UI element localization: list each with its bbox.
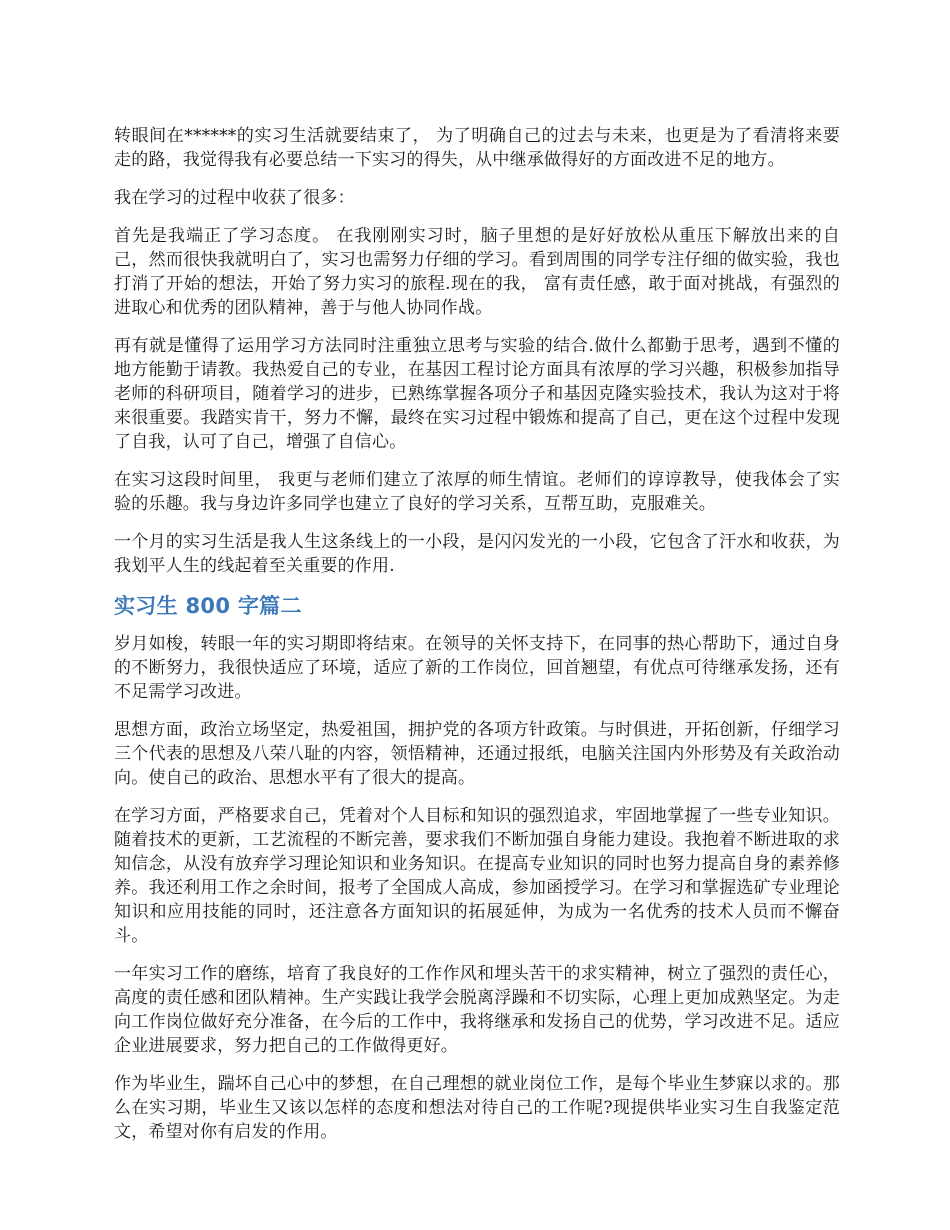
paragraph: 再有就是懂得了运用学习方法同时注重独立思考与实验的结合.做什么都勤于思考，遇到不懂的地方能勤于请教。我热爱自己的专业，在基因工程讨论方面具有浓厚的学习兴趣，积极参加指导老师的科研项目，随着学习的进步，已熟练掌握各项分子和基因克隆实验技术，我认为这对于将来很重要。我踏实肯干，努力不懈，最终在实习过程中锻炼和提高了自己，更在这个过程中发现了自我，认可了自己，增强了自信心。	[114, 336, 840, 452]
paragraph: 首先是我端正了学习态度。 在我刚刚实习时，脑子里想的是好好放松从重压下解放出来的自己，然而很快我就明白了，实习也需努力仔细的学习。看到周围的同学专注仔细的做实验，我也打消了开始的想法，开始了努力实习的旅程.现在的我， 富有责任感，敢于面对挑战，有强烈的进取心和优秀的团队精神，善于与他人协同作战。	[114, 226, 840, 318]
paragraph: 在实习这段时间里， 我更与老师们建立了浓厚的师生情谊。老师们的谆谆教导，使我体会了实验的乐趣。我与身边许多同学也建立了良好的学习关系，互帮互助，克服难关。	[114, 470, 840, 514]
paragraph: 一年实习工作的磨练，培育了我良好的工作作风和埋头苦干的求实精神，树立了强烈的责任心，高度的责任感和团队精神。生产实践让我学会脱离浮躁和不切实际，心理上更加成熟坚定。为走向工作岗位做好充分准备，在今后的工作中，我将继承和发扬自己的优势，学习改进不足。适应企业进展要求，努力把自己的工作做得更好。	[114, 964, 840, 1056]
section-heading: 实习生 800 字篇二	[114, 594, 302, 618]
paragraph: 在学习方面，严格要求自己，凭着对个人目标和知识的强烈追求，牢固地掌握了一些专业知识。随着技术的更新，工艺流程的不断完善，要求我们不断加强自身能力建设。我抱着不断进取的求知信念，从没有放弃学习理论知识和业务知识。在提高专业知识的同时也努力提高自身的素养修养。我还利用工作之余时间，报考了全国成人高成，参加函授学习。在学习和掌握选矿专业理论知识和应用技能的同时，还注意各方面知识的拓展延伸，为成为一名优秀的技术人员而不懈奋斗。	[114, 806, 840, 946]
paragraph: 岁月如梭，转眼一年的实习期即将结束。在领导的关怀支持下，在同事的热心帮助下，通过自身的不断努力，我很快适应了环境，适应了新的工作岗位，回首翘望，有优点可待继承发扬，还有不足需学习改进。	[114, 634, 840, 702]
paragraph: 作为毕业生，踹坏自己心中的梦想，在自己理想的就业岗位工作，是每个毕业生梦寐以求的。那么在实习期，毕业生又该以怎样的态度和想法对待自己的工作呢?现提供毕业实习生自我鉴定范文，希望对你有启发的作用。	[114, 1074, 840, 1142]
paragraph: 我在学习的过程中收获了很多：	[114, 188, 355, 208]
document-page	[114, 124, 840, 1158]
paragraph: 一个月的实习生活是我人生这条线上的一小段，是闪闪发光的一小段，它包含了汗水和收获，为我划平人生的线起着至关重要的作用.	[114, 532, 840, 576]
paragraph: 转眼间在******的实习生活就要结束了， 为了明确自己的过去与未来，也更是为了看清将来要走的路，我觉得我有必要总结一下实习的得失，从中继承做得好的方面改进不足的地方。	[114, 126, 840, 170]
paragraph: 思想方面，政治立场坚定，热爱祖国，拥护党的各项方针政策。与时俱进，开拓创新，仔细学习三个代表的思想及八荣八耻的内容，领悟精神，还通过报纸，电脑关注国内外形势及有关政治动向。使自己的政治、思想水平有了很大的提高。	[114, 720, 840, 788]
